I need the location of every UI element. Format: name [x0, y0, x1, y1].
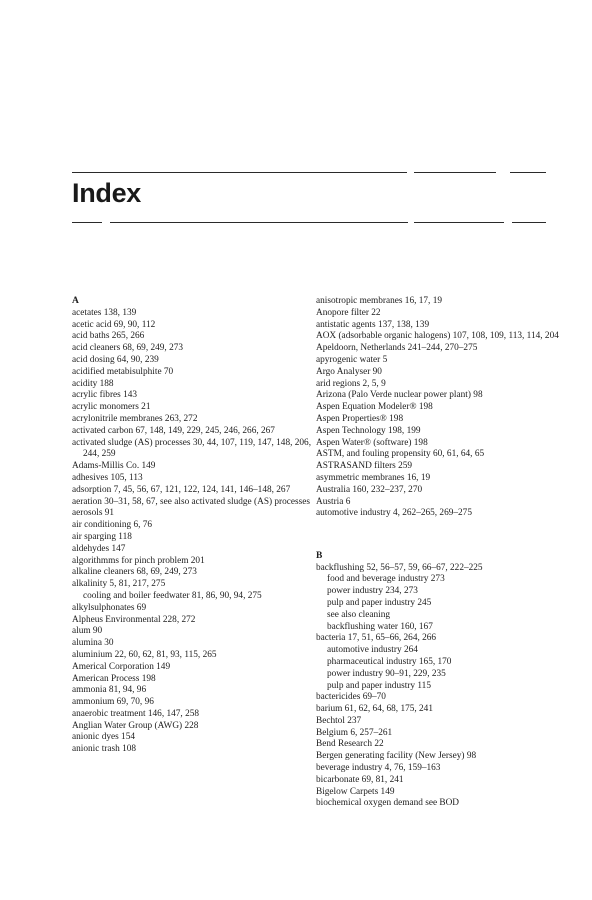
index-entry: apyrogenic water 5 — [316, 354, 388, 365]
page-title: Index — [72, 178, 142, 208]
index-entry: Argo Analyser 90 — [316, 366, 382, 377]
index-entry: alumina 30 — [72, 638, 114, 649]
index-entry: barium 61, 62, 64, 68, 175, 241 — [316, 704, 433, 715]
index-entry: adsorption 7, 45, 56, 67, 121, 122, 124, 141, 146–148, 267 — [72, 484, 291, 495]
top-rule-1 — [72, 172, 407, 173]
index-subentry: pulp and paper industry 115 — [327, 680, 431, 691]
bottom-rule-4 — [512, 222, 546, 223]
index-entry: algorithmms for pinch problem 201 — [72, 555, 205, 566]
index-entry: aerosols 91 — [72, 508, 115, 519]
index-entry: Austria 6 — [316, 496, 351, 507]
index-entry: Aspen Water® (software) 198 — [316, 437, 428, 448]
index-entry: Aspen Equation Modeler® 198 — [316, 402, 433, 413]
bottom-rule-3 — [414, 222, 504, 223]
index-entry: acid dosing 64, 90, 239 — [72, 354, 159, 365]
index-column-left — [72, 296, 322, 756]
index-entry: acetic acid 69, 90, 112 — [72, 319, 156, 330]
index-subentry: cooling and boiler feedwater 81, 86, 90, 94, 275 — [83, 590, 262, 601]
index-entry: acetates 138, 139 — [72, 307, 137, 318]
index-column-right — [316, 296, 566, 810]
index-entry: Apeldoorn, Netherlands 241–244, 270–275 — [316, 343, 478, 354]
index-entry: ASTRASAND filters 259 — [316, 461, 413, 472]
index-entry: anionic dyes 154 — [72, 732, 135, 743]
index-entry: acid baths 265, 266 — [72, 331, 145, 342]
index-entry: Anglian Water Group (AWG) 228 — [72, 720, 199, 731]
index-entry: air conditioning 6, 76 — [72, 520, 153, 531]
index-entry: bactericides 69–70 — [316, 692, 386, 703]
index-entry: acrylonitrile membranes 263, 272 — [72, 413, 198, 424]
index-entry: Australia 160, 232–237, 270 — [316, 484, 423, 495]
index-entry: Americal Corporation 149 — [72, 661, 171, 672]
index-entry: Bigelow Carpets 149 — [316, 786, 395, 797]
index-subentry: pulp and paper industry 245 — [327, 597, 432, 608]
index-entry: alum 90 — [72, 626, 103, 637]
bottom-rule-1 — [72, 222, 102, 223]
index-entry: antistatic agents 137, 138, 139 — [316, 319, 430, 330]
index-entry: Aspen Properties® 198 — [316, 413, 404, 424]
top-rule-2 — [414, 172, 496, 173]
index-entry: aeration 30–31, 58, 67, see also activated sludge (AS) processes — [72, 496, 311, 507]
index-entry: anaerobic treatment 146, 147, 258 — [72, 708, 200, 719]
top-rule-3 — [510, 172, 546, 173]
index-subentry: food and beverage industry 273 — [327, 574, 445, 585]
section-gap — [316, 529, 566, 541]
index-entry: automotive industry 4, 262–265, 269–275 — [316, 508, 472, 519]
index-entry: AOX (adsorbable organic halogens) 107, 108, 109, 113, 114, 204 — [316, 331, 559, 342]
index-entry: anisotropic membranes 16, 17, 19 — [316, 296, 442, 306]
index-entry: Belgium 6, 257–261 — [316, 727, 393, 738]
index-subentry: see also cleaning — [327, 609, 390, 620]
index-entry: activated carbon 67, 148, 149, 229, 245, 246, 266, 267 — [72, 425, 275, 436]
index-entry: aluminium 22, 60, 62, 81, 93, 115, 265 — [72, 649, 217, 660]
index-entry: air sparging 118 — [72, 531, 132, 542]
index-entry: acrylic fibres 143 — [72, 390, 138, 401]
index-entry: arid regions 2, 5, 9 — [316, 378, 386, 389]
index-entry: Anopore filter 22 — [316, 307, 381, 318]
bottom-rule-2 — [110, 222, 408, 223]
index-entry: acidity 188 — [72, 378, 114, 389]
index-subentry: automotive industry 264 — [327, 645, 418, 656]
index-entry: acid cleaners 68, 69, 249, 273 — [72, 343, 184, 354]
index-entry: acidified metabisulphite 70 — [72, 366, 174, 377]
index-entry: backflushing 52, 56–57, 59, 66–67, 222–225 — [316, 562, 483, 573]
index-entry: Aspen Technology 198, 199 — [316, 425, 421, 436]
index-entry: asymmetric membranes 16, 19 — [316, 472, 431, 483]
index-entry: Bend Research 22 — [316, 739, 384, 750]
index-entry: anionic trash 108 — [72, 744, 137, 755]
index-entry: Bechtol 237 — [316, 715, 362, 726]
index-entry: Adams-Millis Co. 149 — [72, 461, 156, 472]
index-subentry: power industry 234, 273 — [327, 586, 418, 597]
index-entry: beverage industry 4, 76, 159–163 — [316, 763, 441, 774]
index-entry: ammonium 69, 70, 96 — [72, 697, 154, 708]
index-entry: activated sludge (AS) processes 30, 44, 107, 119, 147, 148, 206, 244, 259 — [72, 437, 312, 460]
index-entry: ASTM, and fouling propensity 60, 61, 64, 65 — [316, 449, 485, 460]
index-entry: acrylic monomers 21 — [72, 402, 151, 413]
index-subentry: backflushing water 160, 167 — [327, 621, 433, 632]
index-section-letter: A — [72, 296, 79, 306]
index-entry: American Process 198 — [72, 673, 156, 684]
index-subentry: pharmaceutical industry 165, 170 — [327, 656, 452, 667]
index-entry: aldehydes 147 — [72, 543, 126, 554]
index-entry: adhesives 105, 113 — [72, 472, 143, 483]
index-entry: alkylsulphonates 69 — [72, 602, 147, 613]
index-subentry: power industry 90–91, 229, 235 — [327, 668, 446, 679]
index-entry: alkaline cleaners 68, 69, 249, 273 — [72, 567, 197, 578]
index-entry: alkalinity 5, 81, 217, 275 — [72, 579, 166, 590]
index-entry: Alpheus Environmental 228, 272 — [72, 614, 196, 625]
index-entry: bicarbonate 69, 81, 241 — [316, 774, 404, 785]
index-entry: bacteria 17, 51, 65–66, 264, 266 — [316, 633, 437, 644]
index-entry: biochemical oxygen demand see BOD — [316, 798, 460, 809]
index-entry: ammonia 81, 94, 96 — [72, 685, 147, 696]
index-entry: Arizona (Palo Verde nuclear power plant) 98 — [316, 390, 483, 401]
index-entry: Bergen generating facility (New Jersey) 98 — [316, 751, 477, 762]
index-section-letter: B — [316, 550, 323, 561]
